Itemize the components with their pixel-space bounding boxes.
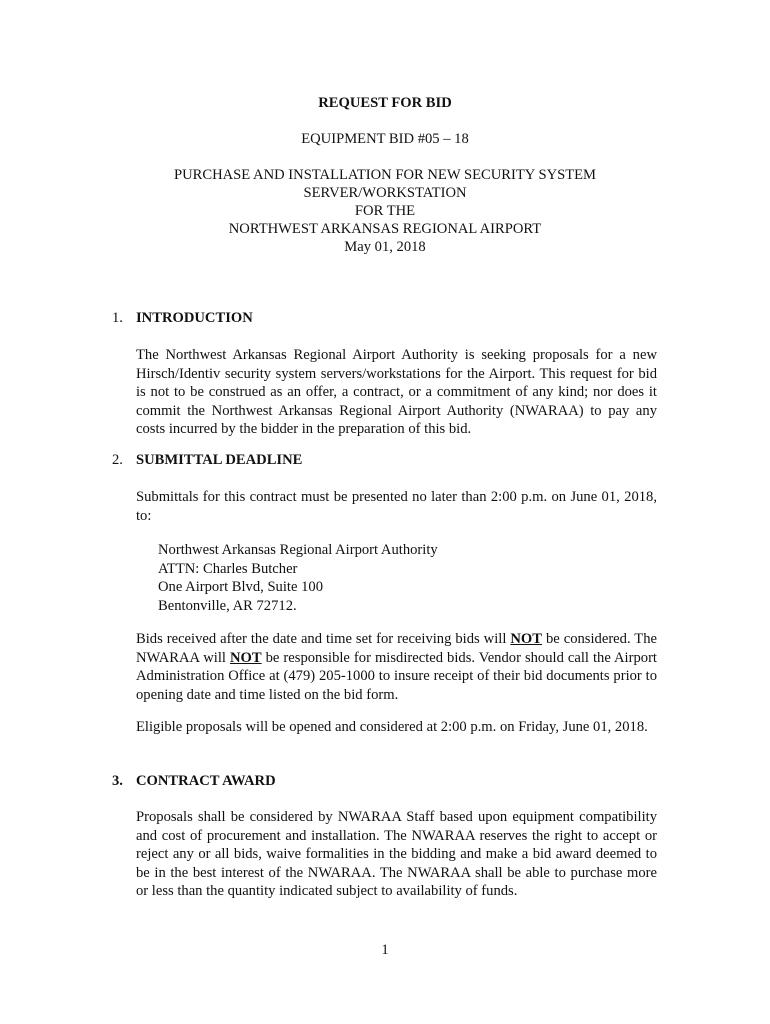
subject-line-1: PURCHASE AND INSTALLATION FOR NEW SECURITY SYSTEM <box>173 167 597 183</box>
subject-line-4: NORTHWEST ARKANSAS REGIONAL AIRPORT <box>228 221 542 237</box>
mailing-address <box>158 541 438 615</box>
bid-number: EQUIPMENT BID #05 – 18 <box>301 131 469 147</box>
address-line: Bentonville, AR 72712. <box>158 597 297 614</box>
section-title: SUBMITTAL DEADLINE <box>136 452 303 468</box>
section-title: CONTRACT AWARD <box>136 773 276 789</box>
not-emphasis: NOT <box>229 649 262 666</box>
submittal-paragraph: Submittals for this contract must be presented no later than 2:00 p.m. on June 01, 2018, to: <box>136 489 657 524</box>
document-title: REQUEST FOR BID <box>318 95 452 111</box>
contract-award-paragraph: Proposals shall be considered by NWARAA Staff based upon equipment compatibility and cost of procurement and installation. The NWARAA reserves the right to accept or reject any or all bids, waive formalities in the bidding and make a bid award deemed to be in the best interest of the NWARAA. The NWARAA shall be able to purchase more or less than the quantity indicated subject to availability of funds. <box>136 809 657 900</box>
address-line: One Airport Blvd, Suite 100 <box>158 579 323 596</box>
page-number: 1 <box>381 942 389 958</box>
subject-line-3: FOR THE <box>354 203 416 219</box>
section-heading-contract-award <box>112 772 276 791</box>
opening-paragraph: Eligible proposals will be opened and considered at 2:00 p.m. on Friday, June 01, 2018. <box>136 719 648 735</box>
section-number: 2. <box>112 452 123 468</box>
introduction-paragraph: The Northwest Arkansas Regional Airport Authority is seeking proposals for a new Hirsch/Identiv security system servers/workstations for the Airport. This request for bid is not to be construed as an offer, a contract, or a commitment of any kind; nor does it commit the Northwest Arkansas Regional Airport Authority (NWARAA) to pay any costs incurred by the bidder in the preparation of this bid. <box>136 347 657 438</box>
not-emphasis: NOT <box>510 631 542 647</box>
section-heading-introduction <box>112 309 253 328</box>
address-line: Northwest Arkansas Regional Airport Authority <box>158 542 438 558</box>
section-number: 3. <box>112 773 123 789</box>
address-line: ATTN: Charles Butcher <box>158 560 298 577</box>
section-number: 1. <box>112 310 123 326</box>
late-bids-paragraph: Bids received after the date and time set for receiving bids will NOT be considered. The NWARAA will NOT be responsible for misdirected bids. Vendor should call the Airport Administration Office at (479) 205-1000 to insure receipt of their bid documents prior to opening date and time listed on the bid form. <box>136 631 658 703</box>
subject-line-2: SERVER/WORKSTATION <box>303 185 467 201</box>
section-heading-submittal-deadline <box>112 451 302 470</box>
issue-date: May 01, 2018 <box>344 239 426 255</box>
section-title: INTRODUCTION <box>136 310 253 326</box>
